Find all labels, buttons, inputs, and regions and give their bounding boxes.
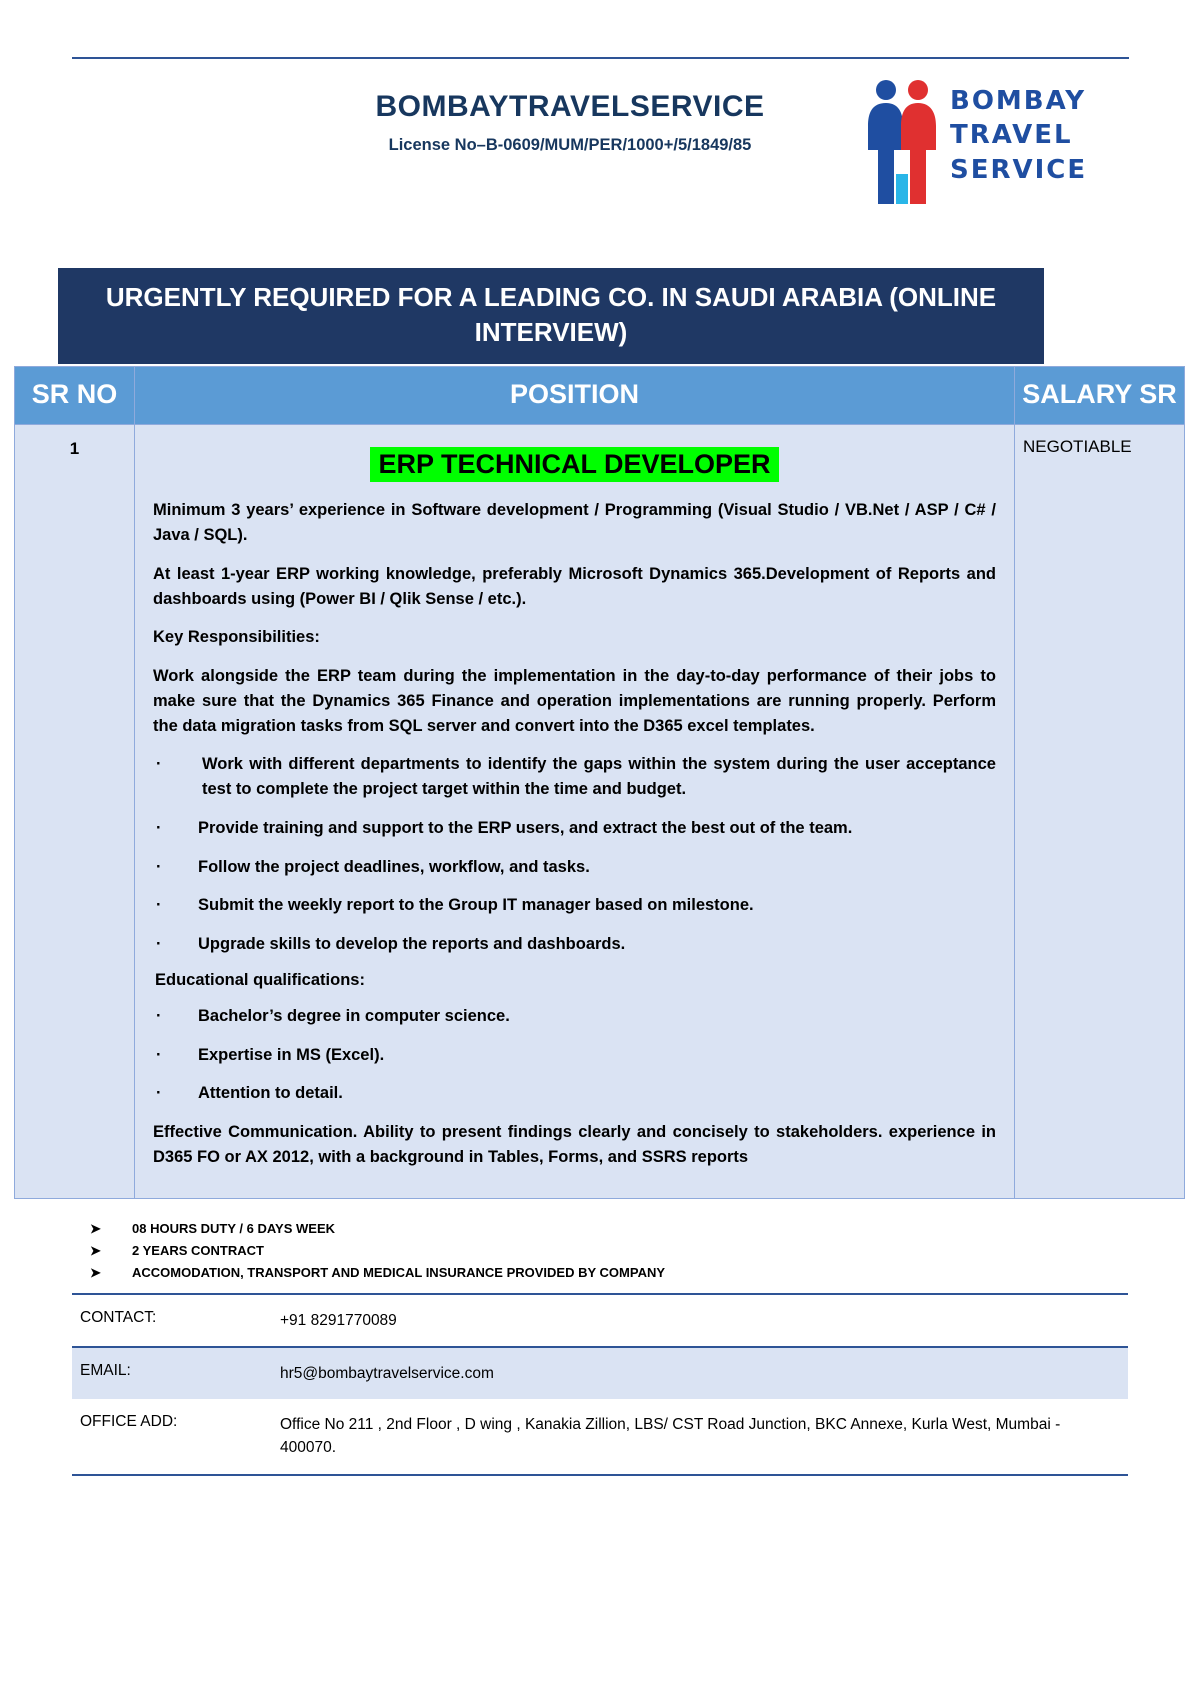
bullet-dot-icon: · [156, 857, 162, 876]
contact-value: Office No 211 , 2nd Floor , D wing , Kanakia Zillion, LBS/ CST Road Junction, BKC Annexe, Kurla West, Mumbai - 400070. [280, 1416, 1061, 1457]
contact-row-address [72, 1399, 1128, 1474]
bullet-dot-icon: · [156, 935, 162, 954]
logo-line-2: TRAVEL [950, 120, 1073, 151]
cell-sr-no: 1 [15, 425, 135, 1198]
note-item [90, 1221, 1200, 1237]
bullet-dot-icon: · [156, 1084, 162, 1103]
responsibility-bullet-text: Follow the project deadlines, workflow, and tasks. [198, 857, 590, 876]
contact-label: OFFICE ADD: [80, 1413, 178, 1431]
license-number: License No–B-0609/MUM/PER/1000+/5/1849/85 [388, 136, 752, 154]
responsibility-bullet-text: Upgrade skills to develop the reports and dashboards. [198, 935, 626, 954]
arrow-bullet-icon: ➤ [90, 1264, 101, 1280]
table-row [15, 425, 1185, 1198]
company-name: BOMBAYTRAVELSERVICE [375, 90, 765, 123]
job-title-text: ERP TECHNICAL DEVELOPER [370, 447, 778, 482]
job-title [153, 447, 996, 482]
arrow-bullet-icon: ➤ [90, 1242, 101, 1258]
contact-divider-2 [72, 1474, 1128, 1476]
arrow-bullet-icon: ➤ [90, 1220, 101, 1236]
responsibility-bullet [153, 816, 996, 841]
logo-line-3: SERVICE [950, 154, 1088, 185]
responsibility-bullet-text: Work with different departments to identify the gaps within the system during the user acceptance test to complete the project target within the time and budget. [202, 755, 996, 799]
cell-position [135, 425, 1015, 1198]
contact-row-phone [72, 1295, 1128, 1346]
note-item [90, 1265, 1200, 1281]
header-position: POSITION [135, 367, 1015, 425]
bullet-dot-icon: · [156, 755, 162, 774]
education-bullet-text: Bachelor’s degree in computer science. [198, 1006, 510, 1025]
contact-label: EMAIL: [80, 1361, 131, 1379]
contact-block-email [72, 1348, 1128, 1399]
logo-wordmark [950, 84, 1087, 187]
note-text: 08 HOURS DUTY / 6 DAYS WEEK [132, 1220, 335, 1236]
note-item [90, 1243, 1200, 1259]
bullet-dot-icon: · [156, 896, 162, 915]
contact-label: CONTACT: [80, 1308, 157, 1326]
note-text: 2 YEARS CONTRACT [132, 1242, 264, 1258]
table-header-row [15, 367, 1185, 425]
contact-block-address [72, 1399, 1128, 1474]
responsibility-bullet-text: Submit the weekly report to the Group IT manager based on milestone. [198, 896, 754, 915]
bombay-travel-service-logo [860, 78, 1090, 213]
headline-banner: URGENTLY REQUIRED FOR A LEADING CO. IN SAUDI ARABIA (ONLINE INTERVIEW) [58, 268, 1044, 364]
responsibility-bullet [153, 932, 996, 957]
responsibility-bullet [153, 855, 996, 880]
responsibility-intro: Work alongside the ERP team during the implementation in the day-to-day performance of their jobs to make sure that the Dynamics 365 Finance and operation implementations are running properly. Perform the data migration tasks from SQL server and convert into the D365 excel templates. [153, 667, 996, 735]
education-label: Educational qualifications: [155, 970, 365, 989]
header-salary: SALARY SR [1015, 367, 1185, 425]
key-responsibilities-label: Key Responsibilities: [153, 628, 320, 647]
education-bullet [153, 1081, 996, 1106]
bullet-dot-icon: · [156, 1006, 162, 1025]
contact-block [72, 1295, 1128, 1346]
bullet-dot-icon: · [156, 1045, 162, 1064]
contact-value[interactable]: hr5@bombaytravelservice.com [280, 1364, 494, 1382]
vacancy-table [14, 366, 1185, 1198]
education-bullet [153, 1004, 996, 1029]
note-text: ACCOMODATION, TRANSPORT AND MEDICAL INSURANCE PROVIDED BY COMPANY [132, 1264, 666, 1280]
logo-line-1: BOMBAY [950, 86, 1087, 116]
education-bullet [153, 1043, 996, 1068]
responsibility-bullet [153, 752, 996, 802]
contact-value: +91 8291770089 [280, 1311, 397, 1329]
bullet-dot-icon: · [156, 818, 162, 837]
education-bullet-text: Expertise in MS (Excel). [198, 1045, 385, 1064]
requirement-paragraph-2: At least 1-year ERP working knowledge, preferably Microsoft Dynamics 365.Development of Reports and dashboards using (Power BI / Qlik Sense / etc.). [153, 564, 996, 608]
responsibility-bullet [153, 893, 996, 918]
closing-paragraph: Effective Communication. Ability to present findings clearly and concisely to stakeholders. experience in D365 FO or AX 2012, with a background in Tables, Forms, and SSRS reports [153, 1123, 996, 1166]
cell-salary: NEGOTIABLE [1015, 425, 1185, 1198]
responsibility-bullet-text: Provide training and support to the ERP users, and extract the best out of the team. [198, 818, 853, 837]
document-header [0, 0, 1200, 240]
header-sr-no: SR NO [15, 367, 135, 425]
contact-row-email [72, 1348, 1128, 1399]
logo-figures-icon [860, 78, 946, 208]
terms-notes [90, 1221, 1200, 1281]
education-bullet-text: Attention to detail. [198, 1084, 343, 1103]
requirement-paragraph-1: Minimum 3 years’ experience in Software development / Programming (Visual Studio / VB.Net / ASP / C# / Java / SQL). [153, 501, 996, 545]
